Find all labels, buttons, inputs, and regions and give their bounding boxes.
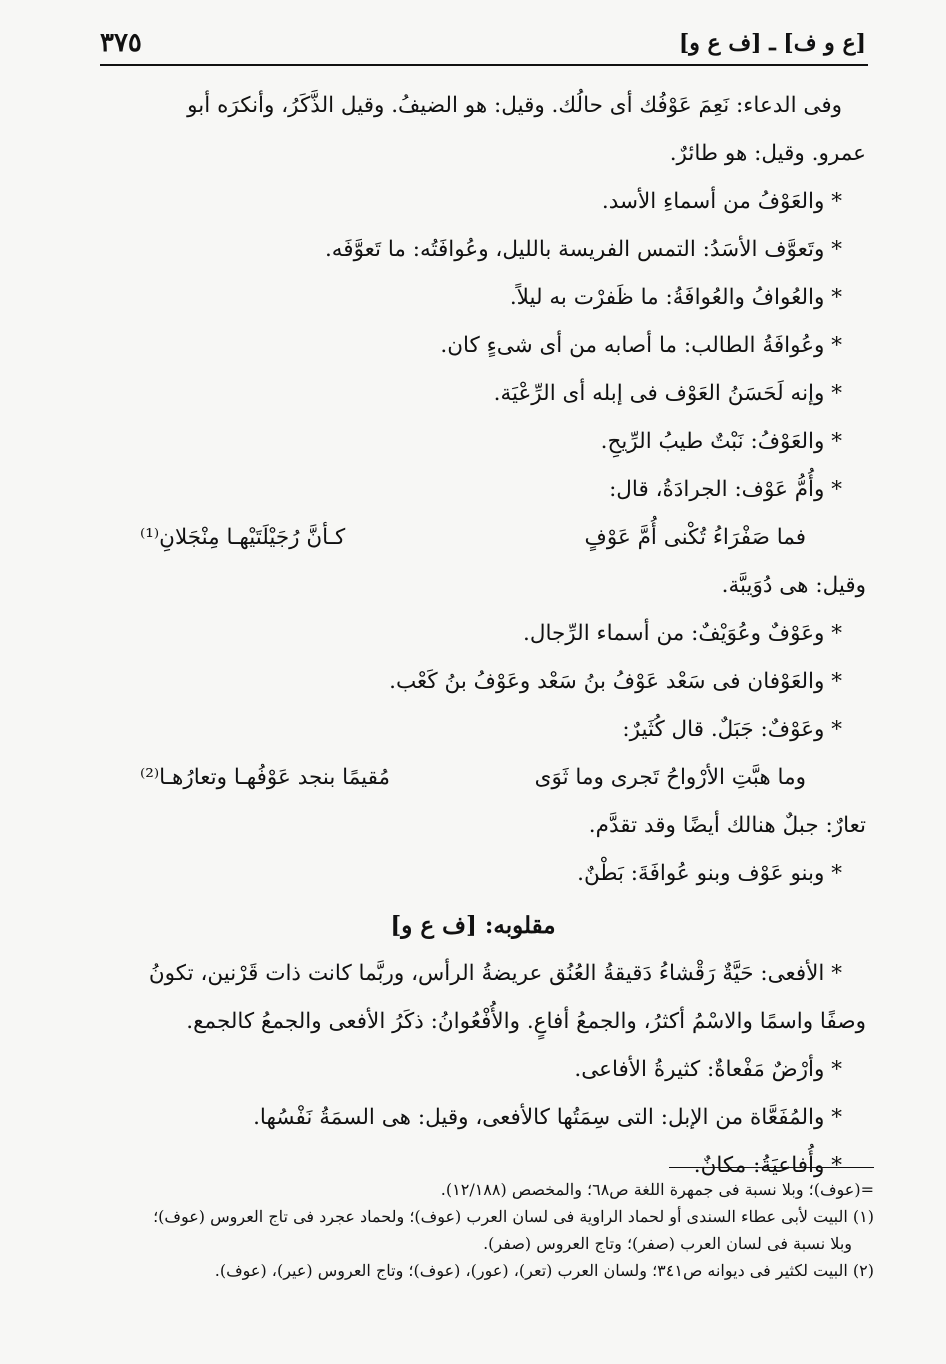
section-heading: مقلوبه: [ف ع و]	[390, 912, 556, 939]
text-line: وفى الدعاء: نَعِمَ عَوْفُك أى حالُك. وقيل: هو الضيفُ. وقيل الذَّكَرُ، وأنكرَه أبو	[187, 93, 842, 118]
main-text	[80, 82, 866, 1190]
text-line: * والعُوافُ والعُوافَةُ: ما ظَفرْت به ليلاً.	[509, 285, 842, 310]
text-line: * وإنه لَحَسَنُ العَوْف فى إبله أى الرِّعْيَة.	[493, 381, 842, 406]
footnote-line: وبلا نسبة فى لسان العرب (صفر)؛ وتاج العروس (صفر).	[483, 1234, 852, 1253]
text-line: * وأرْضٌ مَفْعاةٌ: كثيرةُ الأفاعى.	[574, 1057, 842, 1082]
text-line: * الأفعى: حَيَّةٌ رَقْشاءُ دَقيقةُ العُنُق عريضةُ الرأس، وربَّما كانت ذات قَرْنين، تكونُ	[148, 961, 842, 986]
text-line: عمرو. وقيل: هو طائرٌ.	[669, 141, 866, 166]
text-line: * والعَوْفان فى سَعْد عَوْفُ بنُ سَعْد وعَوْفُ بنُ كَعْب.	[389, 669, 842, 694]
verse-1-second-hemistich: كـأنَّ رُجَيْلَتَيْهـا مِنْجَلانِ⁽¹⁾	[140, 525, 346, 550]
verse-1	[80, 514, 866, 562]
footnote-line: (٢) البيت لكثير فى ديوانه ص٣٤١؛ ولسان العرب (تعر)، (عور)، (عوف)؛ وتاج العروس (عير)، (عوف).	[214, 1261, 874, 1280]
text-line: * وأُمُّ عَوْف: الجرادَةُ، قال:	[609, 477, 842, 502]
text-line: وصفًا واسمًا والاسْمُ أكثرُ، والجمعُ أفاعٍ. والأُفْعُوانُ: ذكَرُ الأفعى والجمعُ كالجمع.	[186, 1009, 866, 1034]
text-line: * وعُوافَةُ الطالب: ما أصابه من أى شىءٍ كان.	[440, 333, 842, 358]
verse-2-first-hemistich: وما هبَّتِ الأرْواحُ تَجرى وما ثَوَى	[534, 765, 806, 790]
verse-2-second-hemistich: مُقيمًا بنجد عَوْفُهـا وتعارُهـا⁽²⁾	[140, 765, 391, 790]
text-line: * وعَوْفٌ: جَبَلٌ. قال كُثَيرٌ:	[622, 717, 842, 742]
verse-1-first-hemistich: فما صَفْرَاءُ تُكْنى أُمَّ عَوْفٍ	[584, 525, 806, 550]
footnotes	[80, 1176, 874, 1284]
footnote-line: (١) البيت لأبى عطاء السندى أو لحماد الراوية فى لسان العرب (عوف)؛ ولحماد عجرد فى تاج العروس (عوف)؛	[153, 1207, 874, 1226]
footnote-rule	[669, 1167, 874, 1168]
text-line: * وبنو عَوْف وبنو عُوافَةَ: بَطْنٌ.	[577, 861, 842, 886]
text-line: وقيل: هى دُوَيبَّة.	[721, 573, 866, 598]
text-line: * وتَعوَّف الأسَدُ: التمس الفريسة بالليل، وعُوافَتُه: ما تَعوَّفَه.	[324, 237, 842, 262]
text-line: * وعَوْفٌ وعُوَيْفٌ: من أسماء الرِّجال.	[523, 621, 842, 646]
page-header	[100, 28, 866, 68]
text-line: تعارٌ: جبلٌ هنالك أيضًا وقد تقدَّم.	[588, 813, 866, 838]
text-line: * وأُفاعيَةُ: مكانٌ.	[693, 1153, 842, 1178]
text-line: * والعَوْفُ: نَبْتٌ طيبُ الرِّيحِ.	[600, 429, 842, 454]
text-line: * والمُفَعَّاة من الإبل: التى سِمَتُها كالأفعى، وقيل: هى السمَةُ نَفْسُها.	[253, 1105, 842, 1130]
running-head: [ع و ف] ـ [ف ع و]	[678, 30, 866, 56]
verse-2	[80, 754, 866, 802]
footnote-line: =(عوف)؛ وبلا نسبة فى جمهرة اللغة ص٦٨؛ والمخصص (١٢/١٨٨).	[440, 1180, 874, 1199]
text-line: * والعَوْفُ من أسماءِ الأسد.	[601, 189, 842, 214]
page-number: ٣٧٥	[100, 28, 142, 58]
header-rule	[100, 64, 868, 66]
